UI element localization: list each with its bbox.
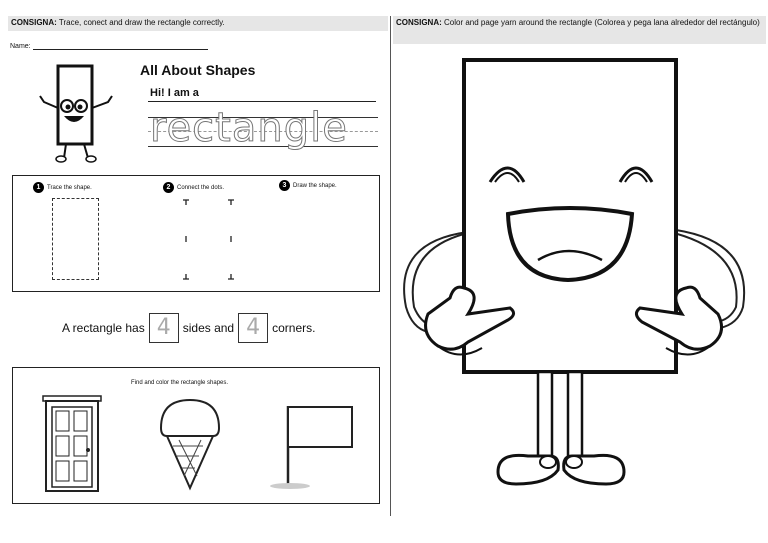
ice-cream-icon[interactable] [157,396,223,491]
sentence-part2: sides and [182,321,235,335]
door-icon[interactable] [41,394,105,494]
worksheet-title: All About Shapes [140,62,256,78]
steps-panel [12,175,380,292]
consigna-label: CONSIGNA: [11,18,57,27]
sides-answer-box[interactable]: 4 [149,313,179,343]
step-2: 2 Connect the dots. [163,182,224,193]
step-3: 3 Draw the shape. [279,180,337,191]
page-divider [390,16,391,516]
trace-word: rectangle [150,105,348,151]
consigna-text: Trace, conect and draw the rectangle correctly. [58,18,225,27]
right-consigna-text: Color and page yarn around the rectangle (Colorea y pega lana alrededor del rectángulo) [444,18,760,27]
draw-area[interactable] [283,198,368,283]
find-color-panel [12,367,380,504]
rectangle-mascot-icon [36,62,126,167]
trace-rectangle[interactable] [52,198,99,280]
hi-underline [148,101,376,102]
sentence-part3: corners. [272,321,316,335]
right-consigna-label: CONSIGNA: [396,18,442,27]
sides-corners-sentence [62,313,315,343]
flag-icon[interactable] [268,404,358,492]
name-field[interactable] [10,43,208,50]
sentence-part1: A rectangle has [62,321,145,335]
step-1: 1 Trace the shape. [33,182,92,193]
right-instruction-header [393,16,766,44]
name-label: Name: [10,43,31,50]
find-instruction: Find and color the rectangle shapes. [131,380,229,386]
left-instruction-header [8,16,388,31]
hi-text: Hi! I am a [150,87,199,99]
connect-dots[interactable] [181,196,241,284]
big-rectangle-character[interactable] [398,52,758,522]
corners-answer-box[interactable]: 4 [238,313,268,343]
